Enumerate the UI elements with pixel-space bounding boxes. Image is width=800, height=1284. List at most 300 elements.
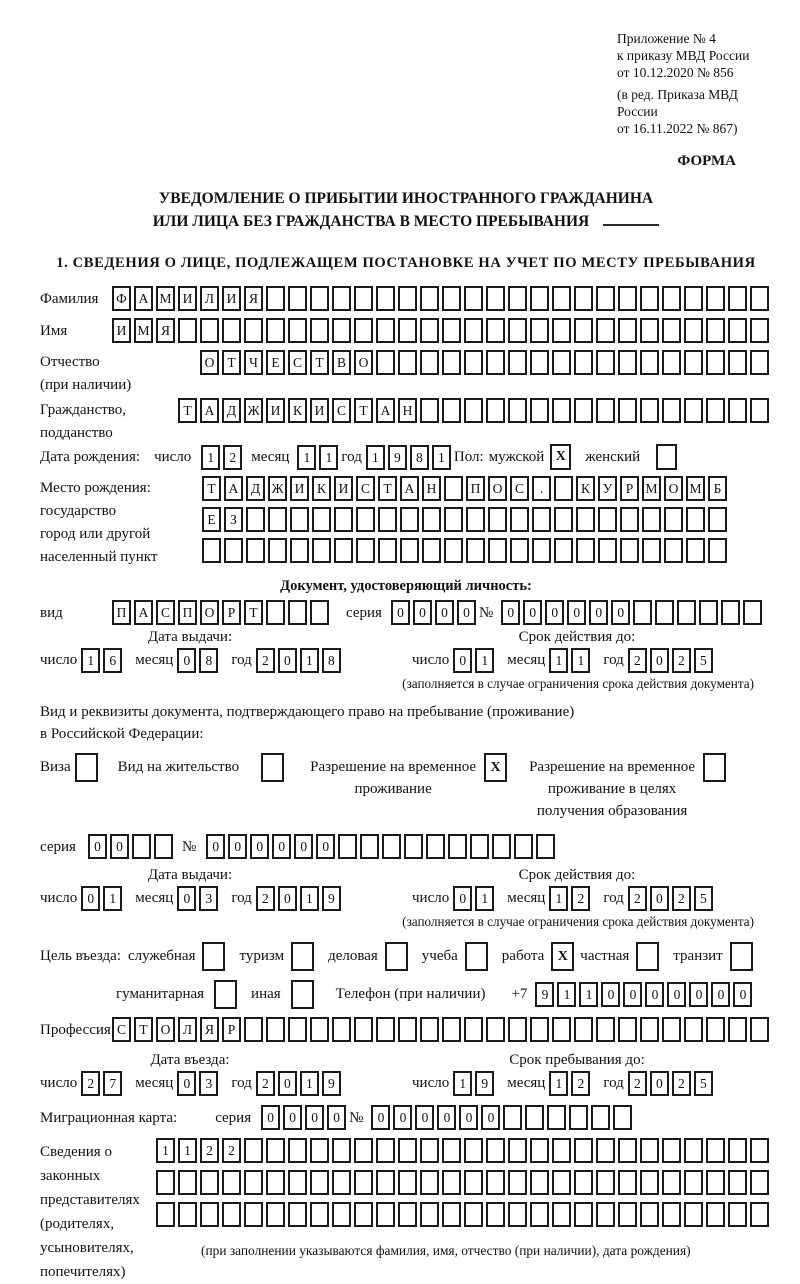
char-box[interactable]: 1 (178, 1138, 197, 1163)
char-box[interactable]: У (598, 476, 617, 501)
char-box[interactable] (591, 1105, 610, 1130)
char-box[interactable] (530, 286, 549, 311)
expiry-year-input[interactable] (628, 648, 716, 673)
migration-series-input[interactable] (261, 1105, 349, 1130)
char-box[interactable] (464, 318, 483, 343)
stay-year-input[interactable] (628, 1071, 716, 1096)
char-box[interactable] (266, 600, 285, 625)
char-box[interactable] (266, 1170, 285, 1195)
char-box[interactable] (530, 350, 549, 375)
char-box[interactable]: 2 (256, 648, 275, 673)
char-box[interactable] (244, 1138, 263, 1163)
char-box[interactable]: И (112, 318, 131, 343)
char-box[interactable]: 0 (689, 982, 708, 1007)
char-box[interactable] (246, 507, 265, 532)
char-box[interactable]: 1 (475, 648, 494, 673)
char-box[interactable] (662, 1017, 681, 1042)
char-box[interactable] (655, 600, 674, 625)
char-box[interactable]: 0 (391, 600, 410, 625)
char-box[interactable] (354, 1138, 373, 1163)
char-box[interactable]: 0 (278, 1071, 297, 1096)
char-box[interactable]: 0 (650, 886, 669, 911)
char-box[interactable] (488, 538, 507, 563)
char-box[interactable] (420, 1202, 439, 1227)
char-box[interactable]: 2 (672, 648, 691, 673)
char-box[interactable] (508, 350, 527, 375)
char-box[interactable]: А (134, 600, 153, 625)
char-box[interactable]: К (288, 398, 307, 423)
char-box[interactable] (728, 398, 747, 423)
char-box[interactable]: В (332, 350, 351, 375)
char-box[interactable]: Я (244, 286, 263, 311)
char-box[interactable] (442, 1017, 461, 1042)
char-box[interactable] (398, 1017, 417, 1042)
char-box[interactable]: А (224, 476, 243, 501)
char-box[interactable]: 0 (711, 982, 730, 1007)
char-box[interactable] (310, 318, 329, 343)
char-box[interactable] (422, 507, 441, 532)
char-box[interactable]: К (312, 476, 331, 501)
char-box[interactable] (310, 1017, 329, 1042)
char-box[interactable]: 2 (256, 1071, 275, 1096)
char-box[interactable]: 2 (223, 445, 242, 470)
char-box[interactable] (576, 507, 595, 532)
char-box[interactable] (354, 1202, 373, 1227)
char-box[interactable] (268, 507, 287, 532)
char-box[interactable]: 0 (177, 648, 196, 673)
char-box[interactable]: Т (202, 476, 221, 501)
char-box[interactable]: А (134, 286, 153, 311)
char-box[interactable]: 2 (222, 1138, 241, 1163)
char-box[interactable] (312, 538, 331, 563)
char-box[interactable] (536, 834, 555, 859)
char-box[interactable]: Т (310, 350, 329, 375)
char-box[interactable] (202, 538, 221, 563)
char-box[interactable] (426, 834, 445, 859)
char-box[interactable] (398, 1170, 417, 1195)
char-box[interactable] (222, 1202, 241, 1227)
char-box[interactable] (338, 834, 357, 859)
char-box[interactable] (662, 350, 681, 375)
char-box[interactable] (750, 398, 769, 423)
char-box[interactable] (552, 1017, 571, 1042)
char-box[interactable] (486, 1170, 505, 1195)
char-box[interactable] (574, 1017, 593, 1042)
char-box[interactable] (444, 507, 463, 532)
char-box[interactable]: 2 (200, 1138, 219, 1163)
purpose-business-checkbox[interactable] (385, 942, 408, 971)
char-box[interactable] (288, 600, 307, 625)
char-box[interactable]: 2 (672, 886, 691, 911)
char-box[interactable]: 0 (611, 600, 630, 625)
char-box[interactable]: 0 (81, 886, 100, 911)
char-box[interactable]: И (290, 476, 309, 501)
char-box[interactable]: 0 (413, 600, 432, 625)
char-box[interactable]: 9 (322, 1071, 341, 1096)
char-box[interactable] (684, 1017, 703, 1042)
char-box[interactable] (596, 398, 615, 423)
char-box[interactable] (420, 1017, 439, 1042)
char-box[interactable] (662, 1202, 681, 1227)
char-box[interactable] (356, 538, 375, 563)
char-box[interactable] (464, 1170, 483, 1195)
char-box[interactable] (464, 1138, 483, 1163)
char-box[interactable] (244, 1170, 263, 1195)
char-box[interactable]: 1 (579, 982, 598, 1007)
char-box[interactable] (684, 318, 703, 343)
char-box[interactable]: О (354, 350, 373, 375)
char-box[interactable]: Д (222, 398, 241, 423)
char-box[interactable]: 8 (410, 445, 429, 470)
char-box[interactable] (706, 1017, 725, 1042)
char-box[interactable]: 1 (549, 1071, 568, 1096)
char-box[interactable] (464, 1017, 483, 1042)
char-box[interactable] (613, 1105, 632, 1130)
char-box[interactable] (156, 1170, 175, 1195)
birth-day-input[interactable] (201, 445, 245, 470)
char-box[interactable]: 1 (366, 445, 385, 470)
char-box[interactable] (290, 507, 309, 532)
char-box[interactable] (576, 538, 595, 563)
char-box[interactable] (466, 538, 485, 563)
char-box[interactable] (640, 1170, 659, 1195)
char-box[interactable] (376, 1138, 395, 1163)
char-box[interactable] (486, 1017, 505, 1042)
char-box[interactable]: П (178, 600, 197, 625)
char-box[interactable] (552, 350, 571, 375)
birth-place-input-line2[interactable] (202, 507, 730, 532)
char-box[interactable] (508, 1138, 527, 1163)
char-box[interactable]: 2 (571, 886, 590, 911)
char-box[interactable]: 2 (256, 886, 275, 911)
char-box[interactable]: Ч (244, 350, 263, 375)
char-box[interactable] (354, 1017, 373, 1042)
char-box[interactable]: А (200, 398, 219, 423)
char-box[interactable]: 0 (278, 648, 297, 673)
char-box[interactable] (618, 1138, 637, 1163)
char-box[interactable]: Т (222, 350, 241, 375)
char-box[interactable]: 0 (623, 982, 642, 1007)
rvp-expiry-day-input[interactable] (453, 886, 497, 911)
char-box[interactable] (360, 834, 379, 859)
char-box[interactable]: С (112, 1017, 131, 1042)
char-box[interactable] (684, 398, 703, 423)
char-box[interactable] (310, 286, 329, 311)
char-box[interactable] (750, 1138, 769, 1163)
char-box[interactable] (618, 350, 637, 375)
char-box[interactable] (574, 398, 593, 423)
char-box[interactable] (508, 398, 527, 423)
char-box[interactable] (728, 1017, 747, 1042)
citizenship-input[interactable] (178, 398, 772, 423)
char-box[interactable]: 0 (88, 834, 107, 859)
char-box[interactable]: 0 (567, 600, 586, 625)
char-box[interactable] (640, 318, 659, 343)
char-box[interactable]: 0 (435, 600, 454, 625)
char-box[interactable]: И (222, 286, 241, 311)
char-box[interactable] (596, 1017, 615, 1042)
char-box[interactable]: 2 (628, 1071, 647, 1096)
char-box[interactable]: 2 (571, 1071, 590, 1096)
char-box[interactable]: П (112, 600, 131, 625)
char-box[interactable]: 0 (283, 1105, 302, 1130)
char-box[interactable] (530, 1138, 549, 1163)
char-box[interactable] (618, 1202, 637, 1227)
representatives-input-line1[interactable] (156, 1138, 772, 1163)
char-box[interactable] (398, 318, 417, 343)
char-box[interactable] (552, 1138, 571, 1163)
char-box[interactable]: 0 (393, 1105, 412, 1130)
char-box[interactable] (356, 507, 375, 532)
char-box[interactable]: 1 (103, 886, 122, 911)
rvp-number-input[interactable] (206, 834, 558, 859)
char-box[interactable] (596, 350, 615, 375)
char-box[interactable] (464, 1202, 483, 1227)
char-box[interactable] (154, 834, 173, 859)
char-box[interactable] (404, 834, 423, 859)
char-box[interactable]: 0 (294, 834, 313, 859)
char-box[interactable] (642, 507, 661, 532)
char-box[interactable]: С (156, 600, 175, 625)
char-box[interactable] (706, 1138, 725, 1163)
char-box[interactable]: 8 (322, 648, 341, 673)
char-box[interactable]: 0 (250, 834, 269, 859)
char-box[interactable] (530, 398, 549, 423)
char-box[interactable] (618, 1017, 637, 1042)
char-box[interactable] (222, 318, 241, 343)
char-box[interactable]: 0 (650, 1071, 669, 1096)
char-box[interactable] (596, 286, 615, 311)
char-box[interactable] (288, 1138, 307, 1163)
char-box[interactable]: 0 (589, 600, 608, 625)
char-box[interactable]: 1 (319, 445, 338, 470)
purpose-transit-checkbox[interactable] (730, 942, 753, 971)
char-box[interactable]: 0 (601, 982, 620, 1007)
char-box[interactable]: 1 (300, 1071, 319, 1096)
char-box[interactable]: Д (246, 476, 265, 501)
purpose-private-checkbox[interactable] (636, 942, 659, 971)
char-box[interactable] (376, 1170, 395, 1195)
char-box[interactable] (554, 507, 573, 532)
char-box[interactable] (156, 1202, 175, 1227)
char-box[interactable] (178, 1202, 197, 1227)
char-box[interactable] (750, 1017, 769, 1042)
char-box[interactable] (525, 1105, 544, 1130)
char-box[interactable]: И (178, 286, 197, 311)
char-box[interactable] (684, 286, 703, 311)
char-box[interactable] (332, 1170, 351, 1195)
char-box[interactable] (354, 318, 373, 343)
char-box[interactable] (398, 286, 417, 311)
char-box[interactable] (288, 318, 307, 343)
char-box[interactable] (442, 350, 461, 375)
char-box[interactable] (750, 286, 769, 311)
representatives-input-line2[interactable] (156, 1170, 772, 1195)
char-box[interactable]: Н (422, 476, 441, 501)
char-box[interactable] (642, 538, 661, 563)
char-box[interactable] (598, 507, 617, 532)
char-box[interactable] (686, 538, 705, 563)
char-box[interactable] (662, 398, 681, 423)
char-box[interactable] (574, 1202, 593, 1227)
char-box[interactable]: 0 (459, 1105, 478, 1130)
char-box[interactable] (422, 538, 441, 563)
char-box[interactable] (332, 1138, 351, 1163)
char-box[interactable]: 5 (694, 648, 713, 673)
char-box[interactable] (382, 834, 401, 859)
entry-year-input[interactable] (256, 1071, 344, 1096)
char-box[interactable] (508, 1202, 527, 1227)
char-box[interactable] (400, 538, 419, 563)
sex-female-checkbox[interactable] (656, 444, 677, 470)
char-box[interactable] (514, 834, 533, 859)
issue-day-input[interactable] (81, 648, 125, 673)
purpose-other-checkbox[interactable] (291, 980, 314, 1009)
char-box[interactable]: С (356, 476, 375, 501)
char-box[interactable] (684, 1202, 703, 1227)
char-box[interactable] (492, 834, 511, 859)
char-box[interactable] (706, 1170, 725, 1195)
char-box[interactable] (708, 507, 727, 532)
char-box[interactable] (574, 350, 593, 375)
char-box[interactable] (466, 507, 485, 532)
char-box[interactable] (448, 834, 467, 859)
char-box[interactable] (266, 318, 285, 343)
birth-year-input[interactable] (366, 445, 454, 470)
char-box[interactable] (486, 1202, 505, 1227)
birth-place-input-line1[interactable] (202, 476, 730, 501)
char-box[interactable] (728, 318, 747, 343)
char-box[interactable] (486, 398, 505, 423)
rvp-expiry-year-input[interactable] (628, 886, 716, 911)
char-box[interactable] (750, 1202, 769, 1227)
char-box[interactable]: 0 (481, 1105, 500, 1130)
char-box[interactable] (178, 1170, 197, 1195)
char-box[interactable]: Л (200, 286, 219, 311)
char-box[interactable]: 0 (371, 1105, 390, 1130)
char-box[interactable] (266, 1017, 285, 1042)
purpose-humanitarian-checkbox[interactable] (214, 980, 237, 1009)
char-box[interactable]: Т (354, 398, 373, 423)
char-box[interactable]: 0 (650, 648, 669, 673)
char-box[interactable] (266, 286, 285, 311)
char-box[interactable]: 0 (261, 1105, 280, 1130)
char-box[interactable] (684, 1138, 703, 1163)
char-box[interactable]: О (200, 350, 219, 375)
char-box[interactable] (398, 350, 417, 375)
char-box[interactable]: 0 (316, 834, 335, 859)
char-box[interactable]: 0 (667, 982, 686, 1007)
char-box[interactable] (200, 1202, 219, 1227)
char-box[interactable]: А (376, 398, 395, 423)
residence-permit-checkbox[interactable] (261, 753, 284, 782)
char-box[interactable] (332, 1202, 351, 1227)
char-box[interactable] (266, 1138, 285, 1163)
char-box[interactable]: Ж (268, 476, 287, 501)
char-box[interactable] (598, 538, 617, 563)
char-box[interactable] (664, 507, 683, 532)
doc-series-input[interactable] (391, 600, 479, 625)
char-box[interactable] (288, 1017, 307, 1042)
char-box[interactable] (398, 1202, 417, 1227)
char-box[interactable]: Я (156, 318, 175, 343)
char-box[interactable]: 2 (672, 1071, 691, 1096)
entry-day-input[interactable] (81, 1071, 125, 1096)
char-box[interactable] (420, 318, 439, 343)
char-box[interactable]: М (686, 476, 705, 501)
char-box[interactable]: 1 (571, 648, 590, 673)
char-box[interactable] (486, 350, 505, 375)
char-box[interactable]: 0 (453, 886, 472, 911)
char-box[interactable] (706, 286, 725, 311)
char-box[interactable] (376, 318, 395, 343)
char-box[interactable] (510, 507, 529, 532)
char-box[interactable] (662, 286, 681, 311)
issue-month-input[interactable] (177, 648, 221, 673)
char-box[interactable] (640, 1202, 659, 1227)
char-box[interactable] (244, 1202, 263, 1227)
char-box[interactable]: 2 (628, 886, 647, 911)
char-box[interactable]: 1 (156, 1138, 175, 1163)
char-box[interactable] (442, 286, 461, 311)
char-box[interactable] (699, 600, 718, 625)
char-box[interactable] (721, 600, 740, 625)
char-box[interactable]: 9 (535, 982, 554, 1007)
char-box[interactable] (508, 1170, 527, 1195)
char-box[interactable]: 1 (201, 445, 220, 470)
char-box[interactable]: Р (222, 1017, 241, 1042)
purpose-work-checkbox[interactable]: X (551, 942, 574, 971)
char-box[interactable] (420, 286, 439, 311)
char-box[interactable] (620, 538, 639, 563)
char-box[interactable] (552, 398, 571, 423)
char-box[interactable]: З (224, 507, 243, 532)
char-box[interactable] (420, 350, 439, 375)
char-box[interactable] (488, 507, 507, 532)
migration-number-input[interactable] (371, 1105, 635, 1130)
char-box[interactable] (310, 600, 329, 625)
char-box[interactable] (662, 1138, 681, 1163)
char-box[interactable]: О (156, 1017, 175, 1042)
char-box[interactable]: О (488, 476, 507, 501)
char-box[interactable]: 9 (475, 1071, 494, 1096)
char-box[interactable]: Б (708, 476, 727, 501)
char-box[interactable]: М (156, 286, 175, 311)
char-box[interactable]: Р (620, 476, 639, 501)
char-box[interactable] (554, 538, 573, 563)
char-box[interactable] (728, 1170, 747, 1195)
char-box[interactable]: 1 (81, 648, 100, 673)
visa-checkbox[interactable] (75, 753, 98, 782)
given-name-input[interactable] (112, 318, 772, 343)
char-box[interactable] (662, 1170, 681, 1195)
char-box[interactable] (400, 507, 419, 532)
char-box[interactable] (332, 286, 351, 311)
char-box[interactable] (547, 1105, 566, 1130)
char-box[interactable] (288, 1170, 307, 1195)
char-box[interactable] (178, 318, 197, 343)
char-box[interactable]: 2 (81, 1071, 100, 1096)
char-box[interactable] (706, 318, 725, 343)
char-box[interactable] (574, 1138, 593, 1163)
char-box[interactable]: Т (178, 398, 197, 423)
char-box[interactable] (633, 600, 652, 625)
char-box[interactable] (508, 1017, 527, 1042)
char-box[interactable] (677, 600, 696, 625)
char-box[interactable] (530, 1017, 549, 1042)
char-box[interactable]: 0 (206, 834, 225, 859)
char-box[interactable] (420, 1138, 439, 1163)
